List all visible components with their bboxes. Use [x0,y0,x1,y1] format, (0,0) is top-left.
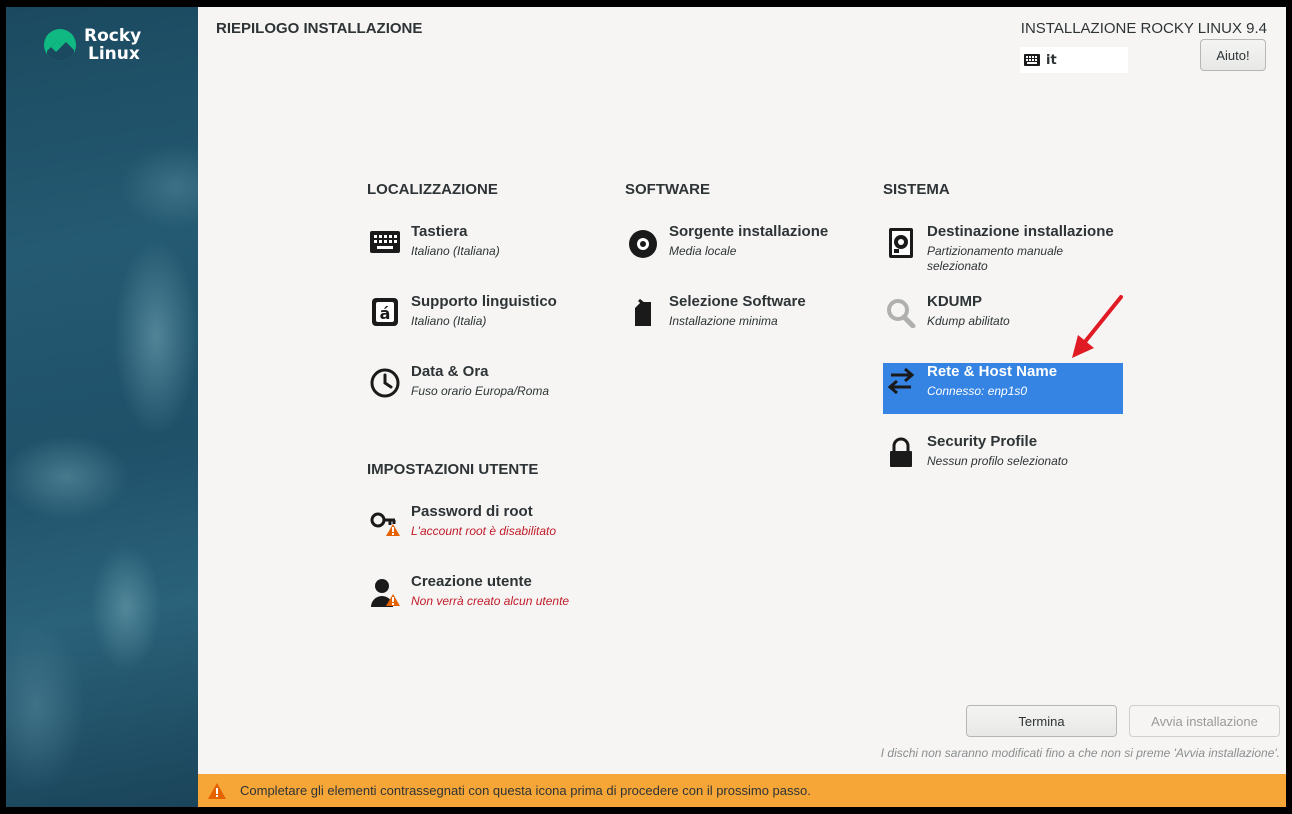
page-title: RIEPILOGO INSTALLAZIONE [216,20,423,37]
keyboard-icon [369,226,401,258]
sidebar [6,7,198,807]
language-icon [369,296,401,328]
installer-window [6,7,1286,807]
spoke-keyboard-title: Tastiera [411,223,468,240]
spoke-user-creation-status: Non verrà creato alcun utente [411,594,570,608]
spoke-keyboard[interactable] [367,220,607,272]
spoke-install-source-title: Sorgente installazione [669,223,829,240]
spoke-security-profile-title: Security Profile [927,433,1038,450]
spoke-install-destination-title: Destinazione installazione [927,223,1114,240]
section-title-system: SISTEMA [883,181,950,198]
spoke-root-password-title: Password di root [411,503,533,520]
harddisk-icon [885,226,917,258]
spoke-language-title: Supporto linguistico [411,293,557,310]
spoke-kdump-title: KDUMP [927,293,982,310]
user-warning-icon [369,576,401,608]
section-title-user-settings: IMPOSTAZIONI UTENTE [367,461,539,478]
keyboard-layout-indicator[interactable] [1020,47,1128,73]
package-icon [627,296,659,328]
spoke-security-profile-status: Nessun profilo selezionato [927,454,1068,468]
annotation-arrow-icon [1066,295,1132,361]
rocky-logo-icon [44,29,76,61]
disc-icon [627,226,659,258]
svg-text:á: á [379,304,391,323]
spoke-language[interactable] [367,290,607,342]
spoke-software-selection-status: Installazione minima [669,314,778,328]
spoke-network-status: Connesso: enp1s0 [927,384,1028,398]
help-button[interactable]: Aiuto! [1200,39,1266,71]
warning-bar [198,774,1286,807]
section-title-software: SOFTWARE [625,181,710,198]
quit-button[interactable]: Termina [966,705,1117,737]
spoke-install-source-status: Media locale [669,244,737,258]
spoke-keyboard-status: Italiano (Italiana) [411,244,500,258]
begin-installation-button[interactable]: Avvia installazione [1129,705,1280,737]
spoke-network-hostname[interactable] [883,363,1123,414]
spoke-software-selection-title: Selezione Software [669,293,806,310]
spoke-root-password-status: L'account root è disabilitato [411,524,557,538]
section-title-localization: LOCALIZZAZIONE [367,181,498,198]
spoke-datetime-status: Fuso orario Europa/Roma [411,384,550,398]
rocky-linux-logo [44,27,141,63]
magnifier-icon [885,296,917,328]
spoke-install-source[interactable] [625,220,865,272]
spoke-user-creation[interactable] [367,570,607,622]
keyboard-layout-label: it [1046,52,1057,68]
disk-note: I dischi non saranno modificati fino a che non si preme 'Avvia installazione'. [880,746,1280,760]
spoke-network-title: Rete & Host Name [927,363,1058,380]
spoke-kdump-status: Kdump abilitato [927,314,1010,328]
warning-icon [208,783,226,799]
spoke-root-password[interactable] [367,500,607,552]
spoke-user-creation-title: Creazione utente [411,573,532,590]
logo-text-linux: Linux [88,44,140,64]
lock-icon [885,436,917,468]
keyboard-small-icon [1024,54,1040,66]
spoke-software-selection[interactable] [625,290,865,342]
network-arrows-icon [885,365,917,397]
clock-icon [369,366,401,398]
key-warning-icon [369,506,401,538]
spoke-datetime[interactable] [367,360,607,412]
spoke-install-destination[interactable] [883,220,1123,272]
spoke-language-status: Italiano (Italia) [411,314,487,328]
logo-text-rocky: Rocky [84,26,142,46]
warning-text: Completare gli elementi contrassegnati con questa icona prima di procedere con il prossimo passo. [240,783,811,798]
spoke-install-destination-status: Partizionamento manuale selezionato [927,244,1064,273]
spoke-datetime-title: Data & Ora [411,363,489,380]
product-title: INSTALLAZIONE ROCKY LINUX 9.4 [1020,20,1267,37]
spoke-security-profile[interactable] [883,430,1123,482]
